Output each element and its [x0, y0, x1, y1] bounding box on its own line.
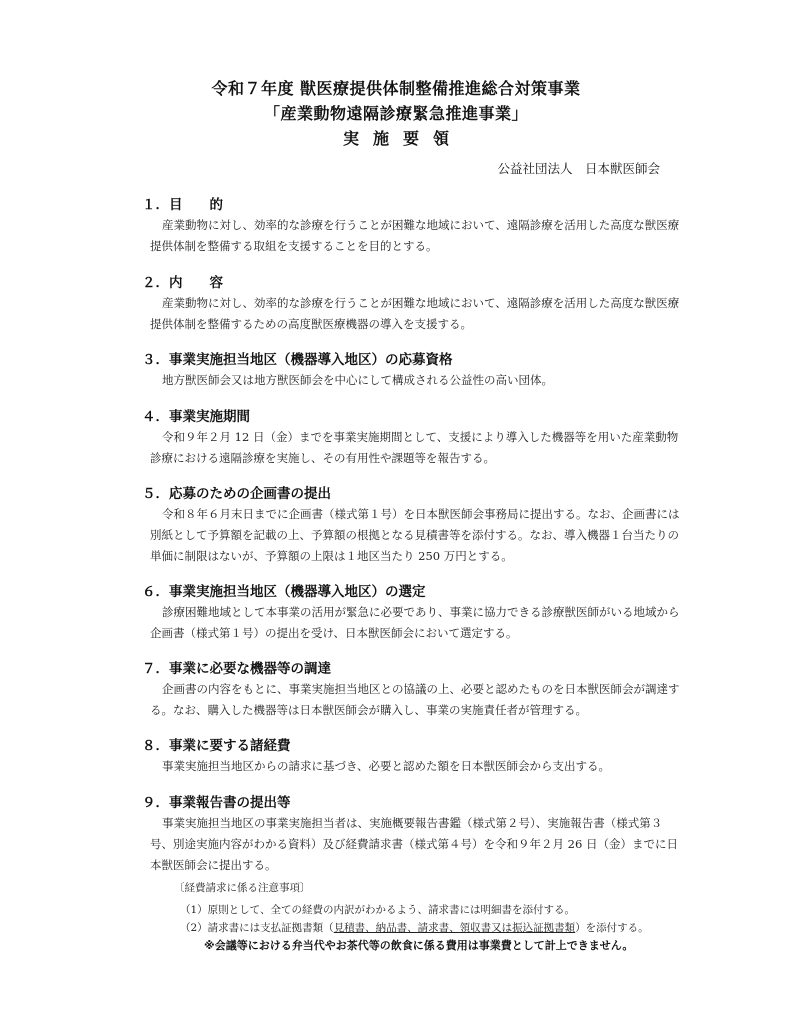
document-title: 令和７年度 獣医療提供体制整備推進総合対策事業	[211, 79, 581, 98]
organization-name: 公益社団法人 日本獣医師会	[497, 161, 660, 176]
note-item-2-suffix: ）を添付する。	[575, 922, 649, 934]
section-purpose	[142, 195, 682, 257]
section-expenses	[142, 736, 682, 777]
section-heading: ３．事業実施担当地区（機器導入地区）の応募資格	[142, 352, 453, 368]
section-body: 令和８年６月末日までに企画書（様式第１号）を日本獣医師会事務局に提出する。なお、企画書には別紙として予算額を記載の上、予算額の根拠となる見積書等を添付する。なお、導入機器１台当たりの単価に制限はないが、予算額の上限は１地区当たり 250 万円とする。	[150, 507, 680, 563]
note-item-2-prefix: （2）請求書には支払証拠書類（	[180, 922, 334, 934]
note-item-1: （1）原則として、全ての経費の内訳がわかるよう、請求書には明細書を添付する。	[180, 904, 575, 916]
section-body: 産業動物に対し、効率的な診療を行うことが困難な地域において、遠隔診療を活用した高度な獣医療提供体制を整備する取組を支援することを目的とする。	[150, 218, 680, 253]
section-procurement	[142, 659, 682, 721]
note-item-2-documents: 見積書、納品書、請求書、領収書又は振込証拠書類	[333, 922, 576, 934]
section-heading: １．目 的	[142, 197, 223, 213]
section-body: 企画書の内容をもとに、事業実施担当地区との協議の上、必要と認めたものを日本獣医師会が調達する。なお、購入した機器等は日本獣医師会が購入し、事業の実施責任者が管理する。	[150, 682, 680, 717]
section-body: 令和９年２月 12 日（金）までを事業実施期間として、支援により導入した機器等を用いた産業動物診療における遠隔診療を実施し、その有用性や課題等を報告する。	[150, 430, 679, 465]
section-content	[142, 273, 682, 335]
section-heading: ６．事業実施担当地区（機器導入地区）の選定	[142, 584, 426, 600]
section-heading: ７．事業に必要な機器等の調達	[142, 661, 331, 677]
section-selection	[142, 582, 682, 644]
section-heading: ４．事業実施期間	[142, 409, 250, 425]
section-body: 事業実施担当地区の事業実施担当者は、実施概要報告書鑑（様式第２号）、実施報告書（様式第３号、別途実施内容がわかる資料）及び経費請求書（様式第４号）を令和９年２月 26 日（金）までに日本獣医師会に提出する。	[150, 816, 678, 872]
note-item-2	[180, 920, 649, 935]
section-proposal	[142, 484, 682, 567]
section-report	[142, 793, 682, 876]
warning-note: ※会議等における弁当代やお茶代等の飲食に係る費用は事業費として計上できません。	[204, 939, 634, 952]
document-subtitle: 実施要領	[342, 129, 463, 148]
section-body: 診療困難地域として本事業の活用が緊急に必要であり、事業に協力できる診療獣医師がいる地域から企画書（様式第１号）の提出を受け、日本獣医師会において選定する。	[150, 605, 680, 640]
section-eligibility	[142, 350, 682, 391]
section-heading: ５．応募のための企画書の提出	[142, 486, 331, 502]
section-body: 地方獣医師会又は地方獣医師会を中心にして構成される公益性の高い団体。	[162, 373, 553, 387]
section-body: 事業実施担当地区からの請求に基づき、必要と認めた額を日本獣医師会から支出する。	[162, 759, 611, 773]
section-period	[142, 407, 682, 469]
project-name: 「産業動物遠隔診療緊急推進事業」	[263, 104, 528, 123]
section-heading: ２．内 容	[142, 275, 223, 291]
section-body: 産業動物に対し、効率的な診療を行うことが困難な地域において、遠隔診療を活用した高度な獣医療提供体制を整備するための高度獣医療機器の導入を支援する。	[150, 296, 680, 331]
notes-title: 〔経費請求に係る注意事項〕	[174, 882, 311, 894]
section-heading: ９．事業報告書の提出等	[142, 795, 291, 811]
section-heading: ８．事業に要する諸経費	[142, 738, 291, 754]
